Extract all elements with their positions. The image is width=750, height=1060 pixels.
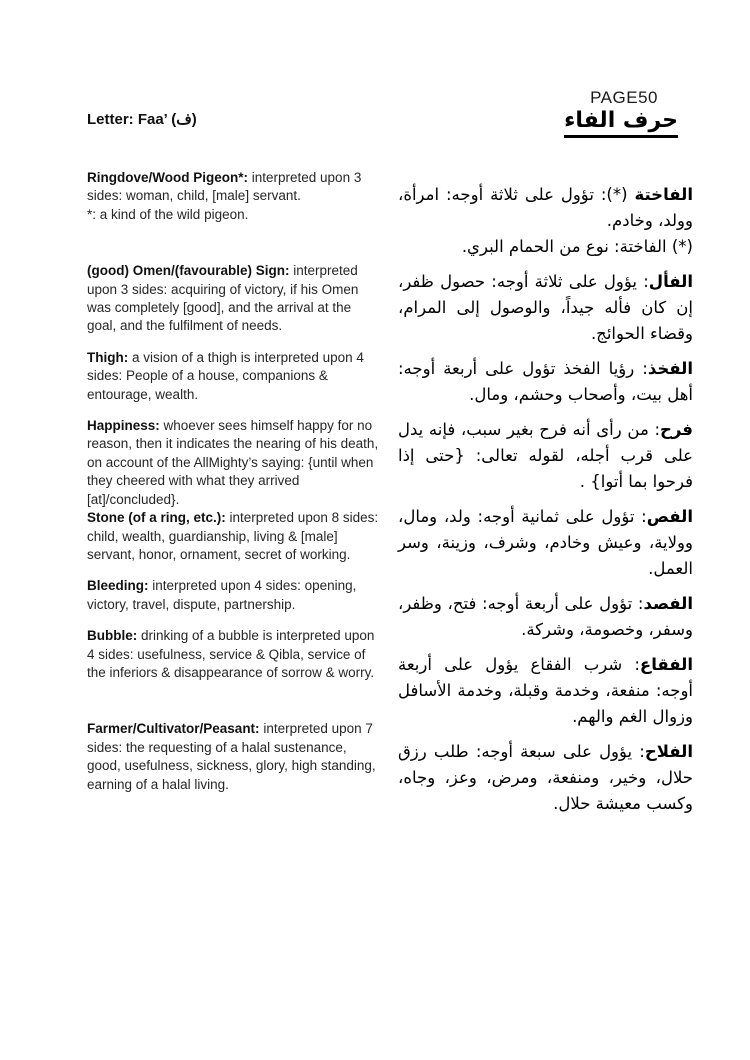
arabic-entry-body: (*): تؤول على ثلاثة أوجه: امرأة، وولد، وخادم. — [398, 185, 693, 230]
arabic-entry — [398, 356, 693, 408]
arabic-entry-body: : شرب الفقاع يؤول على أربعة أوجه: منفعة، وخدمة وقبلة، وخدمة الأسافل وزوال الغم والهم. — [398, 655, 693, 726]
english-entry-term: Stone (of a ring, etc.): — [87, 510, 226, 526]
arabic-entry-text — [398, 504, 693, 582]
english-entry-body: *: a kind of the wild pigeon. — [87, 206, 249, 222]
arabic-entry-term: الفص — [646, 507, 693, 526]
english-entry-term: Happiness: — [87, 418, 160, 434]
arabic-column — [398, 182, 693, 826]
english-entry-text — [87, 509, 379, 564]
arabic-entry-text — [398, 652, 693, 730]
english-entry-text — [87, 627, 379, 682]
english-entry-text — [87, 349, 379, 404]
english-entry-body: a vision of a thigh is interpreted upon 4 sides: People of a house, companions & entourage, wealth. — [87, 349, 364, 402]
arabic-entry-term: الفأل — [648, 272, 693, 291]
english-entry-text — [87, 720, 379, 794]
arabic-entry-term: فرح — [660, 420, 693, 439]
english-entry-text — [87, 577, 379, 614]
arabic-entry — [398, 652, 693, 730]
english-entry-term: Bleeding: — [87, 578, 149, 594]
arabic-entry-text — [398, 269, 693, 347]
page-number-label: PAGE50 — [590, 88, 658, 107]
english-entry-body: interpreted upon 4 sides: opening, victory, travel, dispute, partnership. — [87, 578, 357, 612]
english-column — [87, 169, 379, 807]
chapter-title-arabic: حرف الفاء — [564, 109, 678, 138]
english-entry-text — [87, 262, 379, 336]
arabic-entry-text — [398, 739, 693, 817]
arabic-entry-body: : رؤيا الفخذ تؤول على أربعة أوجه: أهل بيت، وأصحاب وحشم، ومال. — [398, 359, 693, 404]
english-entry-body: interpreted upon 3 sides: woman, child, [male] servant. — [87, 170, 362, 204]
arabic-entry-term: الفصد — [643, 594, 693, 613]
arabic-entry-term: الفقاع — [639, 655, 693, 674]
english-entry — [87, 417, 379, 564]
english-entry-text — [87, 169, 379, 206]
english-entry-term: Farmer/Cultivator/Peasant: — [87, 721, 260, 737]
arabic-entry-body: : تؤول على ثمانية أوجه: ولد، ومال، وولاية، وعيش وخادم، وشرف، وزينة، وسر العمل. — [398, 507, 693, 578]
arabic-entry — [398, 182, 693, 260]
english-entry-body: interpreted upon 7 sides: the requesting of a halal sustenance, good, usefulness, sickness, glory, high standing, earning of a halal living. — [87, 721, 376, 792]
arabic-entry-term: الفخذ — [647, 359, 693, 378]
arabic-entry-term: الفلاح — [644, 742, 693, 761]
arabic-entry-text — [398, 234, 693, 260]
arabic-entry-text — [398, 591, 693, 643]
english-entry-text — [87, 206, 379, 224]
arabic-entry — [398, 269, 693, 347]
arabic-entry — [398, 504, 693, 582]
arabic-entry-body: : من رأى أنه فرح بغير سبب، فإنه يدل على قرب أجله، لقوله تعالى: {حتى إذا فرحوا بما أتوا} . — [398, 420, 693, 491]
english-entry-term: (good) Omen/(favourable) Sign: — [87, 263, 290, 279]
english-entry-body: interpreted upon 3 sides: acquiring of victory, if his Omen was completely [good], and the arrival at the goal, and the fulfilment of needs. — [87, 263, 359, 334]
arabic-entry — [398, 739, 693, 817]
arabic-entry — [398, 591, 693, 643]
english-entry-body: interpreted upon 8 sides: child, wealth, guardianship, living & [male] servant, honor, ornament, secret of working. — [87, 510, 379, 562]
arabic-entry-body: : يؤول على ثلاثة أوجه: حصول ظفر، إن كان فأله جيداً، والوصول إلى المرام، وقضاء الحوائج. — [398, 272, 693, 343]
english-entry — [87, 262, 379, 336]
arabic-entry-body: : يؤول على سبعة أوجه: طلب رزق حلال، وخير، ومنفعة، ومرض، وعز، وجاه، وكسب معيشة حلال. — [398, 742, 693, 813]
arabic-entry-text — [398, 182, 693, 234]
english-entry — [87, 169, 379, 224]
arabic-entry-body: : تؤول على أربعة أوجه: فتح، وظفر، وسفر، وخصومة، وشركة. — [398, 594, 693, 639]
english-entry-body: whoever sees himself happy for no reason, then it indicates the nearing of his death, on account of the AllMighty’s saying: {until when they cheered with what they arrived [at]/concluded}. — [87, 418, 379, 507]
english-entry-term: Bubble: — [87, 628, 138, 644]
arabic-entry-text — [398, 417, 693, 495]
arabic-entry-term: الفاختة — [634, 185, 693, 204]
english-entry — [87, 720, 379, 794]
arabic-entry-text — [398, 356, 693, 408]
english-entry-term: Ringdove/Wood Pigeon*: — [87, 170, 248, 185]
section-title-english: Letter: Faa’ (ف) — [87, 111, 197, 128]
english-entry — [87, 349, 379, 404]
english-entry-term: Thigh: — [87, 349, 129, 365]
english-entry — [87, 627, 379, 682]
english-entry-body: drinking of a bubble is interpreted upon 4 sides: usefulness, service & Qibla, service of the inferiors & disappearance of sorrow & worry. — [87, 628, 375, 680]
arabic-entry — [398, 417, 693, 495]
arabic-entry-body: (*) الفاختة: نوع من الحمام البري. — [461, 237, 693, 256]
english-entry — [87, 577, 379, 614]
english-entry-text — [87, 417, 379, 509]
